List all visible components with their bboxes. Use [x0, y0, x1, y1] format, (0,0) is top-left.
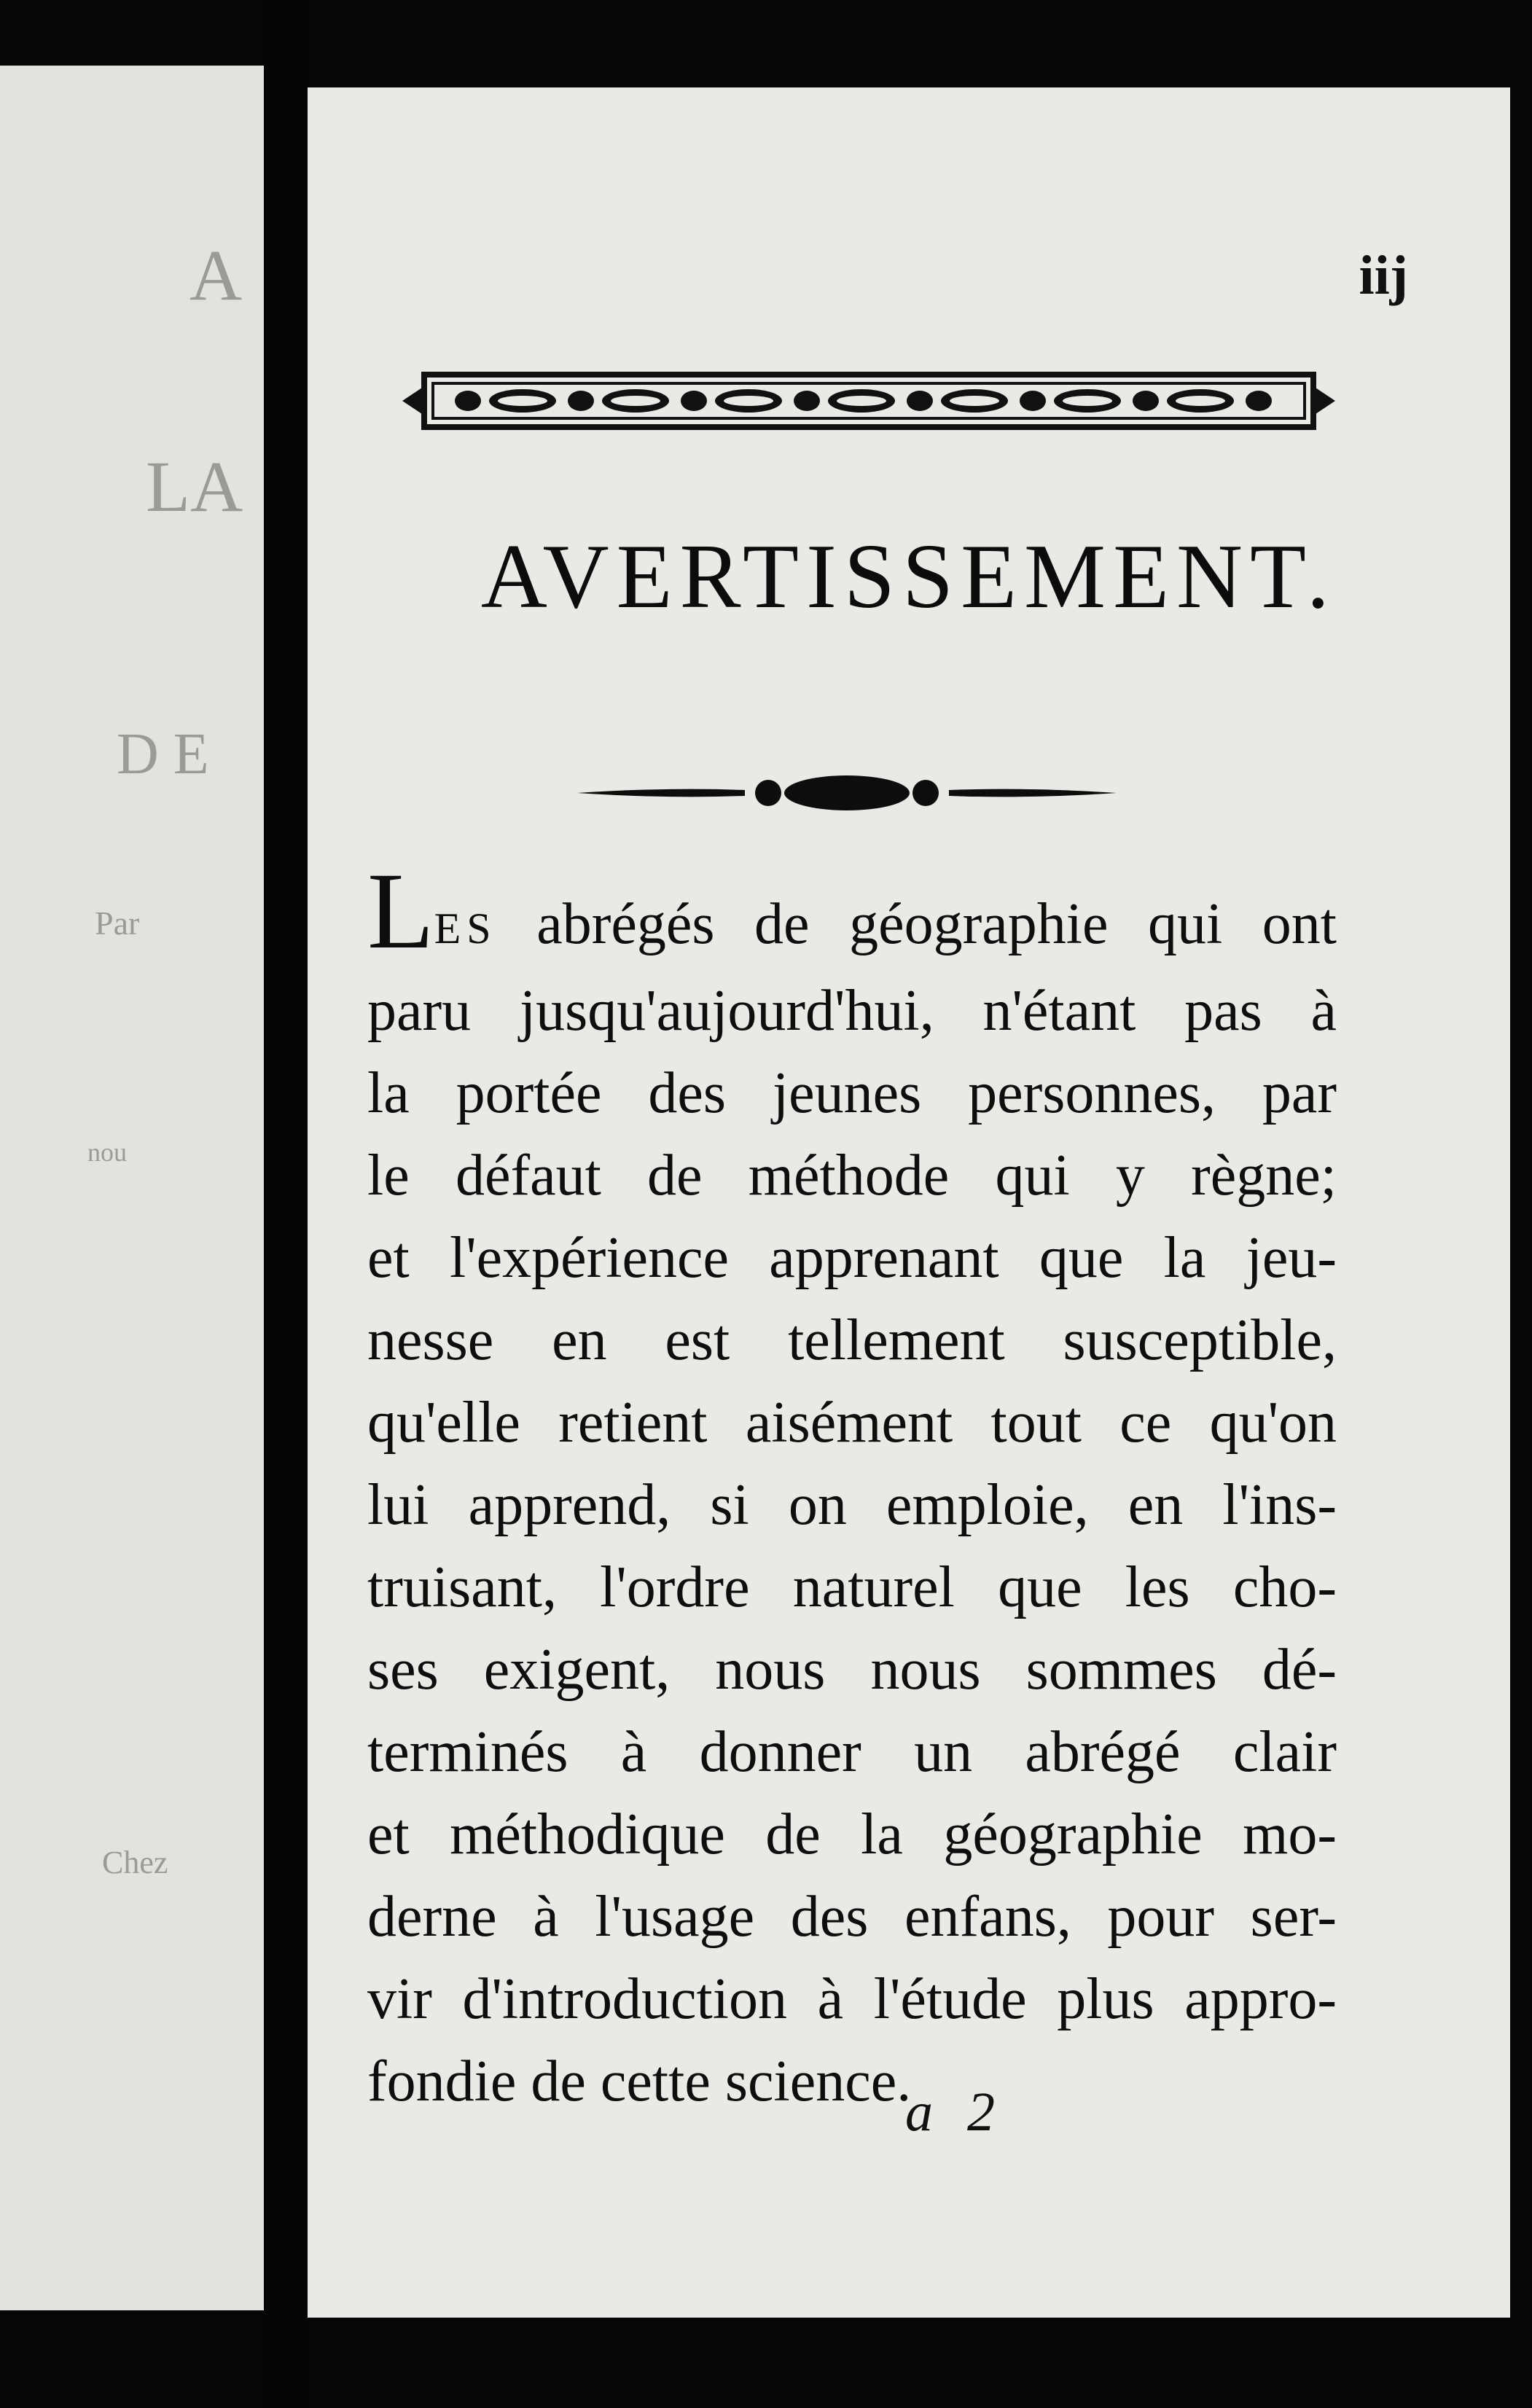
left-page-ghost-letter: A [189, 235, 243, 316]
left-page-ghost-text: LA [146, 446, 243, 527]
book-page [308, 87, 1510, 2318]
body-line: le défaut de méthode qui y règne; [367, 1144, 1337, 1208]
body-line: truisant, l'ordre naturel que les cho- [367, 1555, 1337, 1619]
title-divider-ornament [577, 771, 1117, 815]
left-page-fragment [0, 66, 264, 2310]
body-line-last: fondie de cette science. [367, 2049, 912, 2114]
body-line: vir d'introduction à l'étude plus appro- [367, 1967, 1337, 2031]
page-title: AVERTISSEMENT. [480, 526, 1337, 628]
book-gutter [264, 0, 308, 2408]
body-line: et l'expérience apprenant que la jeu- [367, 1226, 1337, 1290]
signature-mark: a 2 [905, 2081, 1005, 2143]
body-line: lui apprend, si on emploie, en l'ins- [367, 1473, 1337, 1537]
body-line-text: abrégés de géographie qui ont [536, 892, 1337, 956]
body-line: paru jusqu'aujourd'hui, n'étant pas à [367, 979, 1337, 1043]
drop-cap: L [367, 851, 434, 972]
left-page-ghost-text: Par [95, 904, 140, 942]
body-line: terminés à donner un abrégé clair [367, 1720, 1337, 1784]
body-line-first [367, 851, 1337, 972]
body-line: la portée des jeunes personnes, par [367, 1061, 1337, 1125]
ornamental-header-band [395, 364, 1343, 437]
body-line: derne à l'usage des enfans, pour ser- [367, 1885, 1337, 1949]
left-page-ghost-text: D E [117, 722, 209, 786]
page-number: iij [1359, 245, 1408, 306]
body-line: ses exigent, nous nous sommes dé- [367, 1638, 1337, 1702]
left-page-ghost-text: nou [87, 1138, 127, 1167]
left-page-ghost-text: Chez [102, 1845, 168, 1880]
body-line: et méthodique de la géographie mo- [367, 1802, 1337, 1866]
body-text [367, 851, 1337, 2123]
body-line: nesse en est tellement susceptible, [367, 1308, 1337, 1372]
first-word-smallcaps: ES [434, 904, 497, 953]
body-line: qu'elle retient aisément tout ce qu'on [367, 1391, 1337, 1455]
